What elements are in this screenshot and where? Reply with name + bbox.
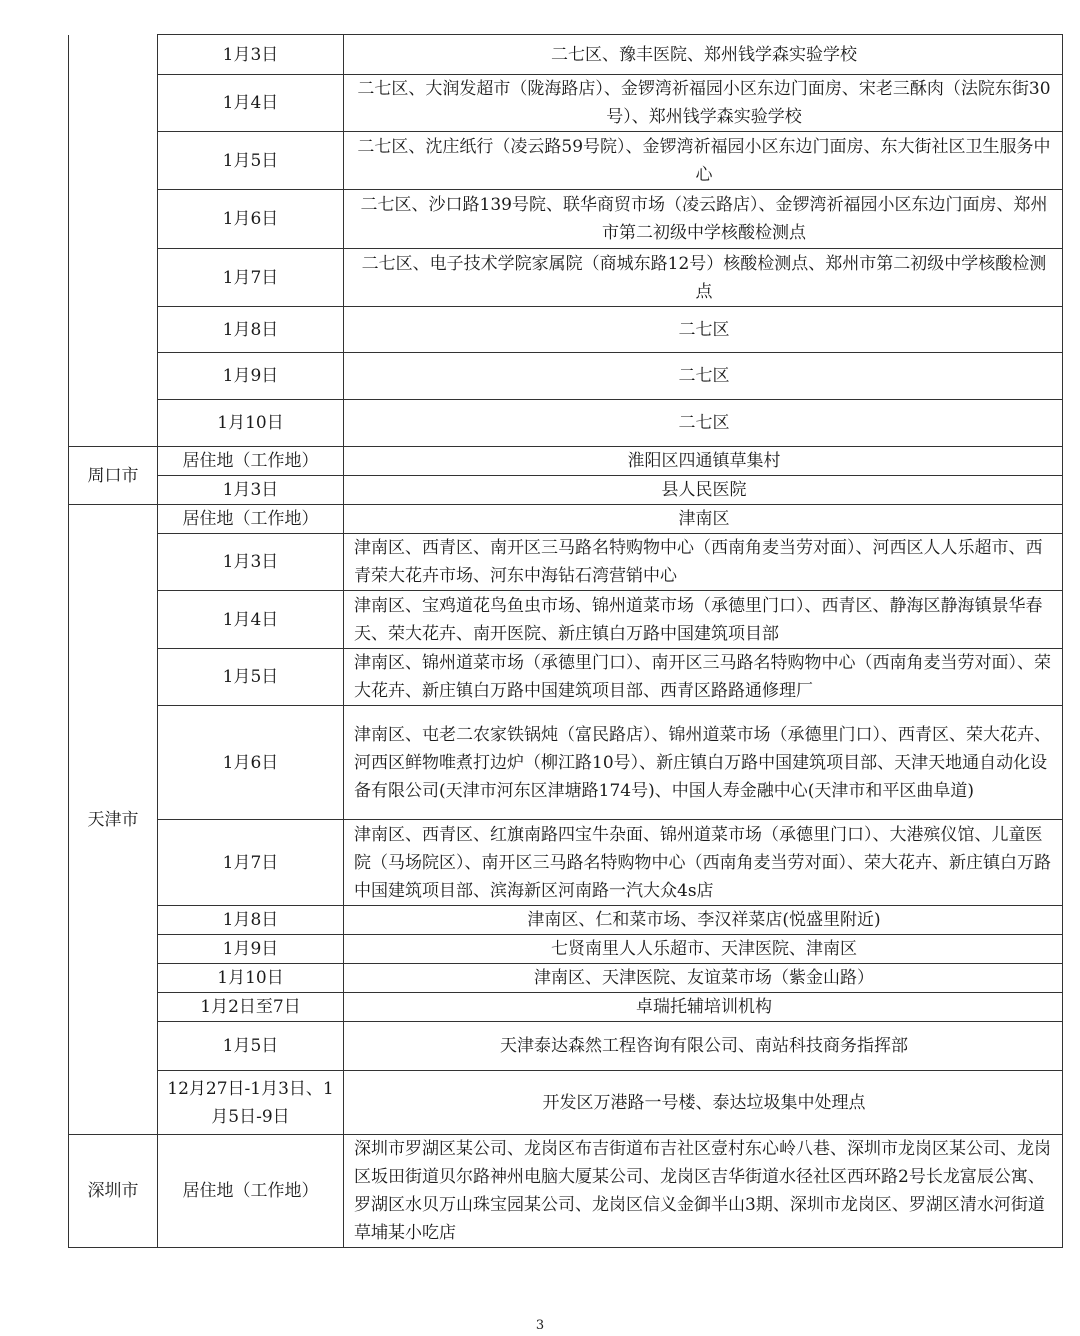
table-row: [69, 75, 1063, 132]
location-cell: 七贤南里人人乐超市、天津医院、津南区: [344, 935, 1063, 964]
table-row: [69, 505, 1063, 534]
table-row: [69, 649, 1063, 706]
date-cell: 1月4日: [158, 75, 344, 132]
table-row: [69, 353, 1063, 400]
date-cell: 1月5日: [158, 132, 344, 190]
date-cell: 1月6日: [158, 706, 344, 820]
date-cell: 1月5日: [158, 649, 344, 706]
city-cell: [69, 35, 158, 447]
location-cell: 二七区: [344, 400, 1063, 447]
location-cell: 二七区、豫丰医院、郑州钱学森实验学校: [344, 35, 1063, 75]
date-cell: 1月7日: [158, 820, 344, 906]
date-cell: 1月4日: [158, 591, 344, 649]
table-row: [69, 35, 1063, 75]
table-row: [69, 1022, 1063, 1071]
date-cell: 1月5日: [158, 1022, 344, 1071]
location-cell: 二七区: [344, 353, 1063, 400]
city-cell: 天津市: [69, 505, 158, 1135]
location-cell: 津南区、宝鸡道花鸟鱼虫市场、锦州道菜市场（承德里门口）、西青区、静海区静海镇景华春天、荣大花卉、南开医院、新庄镇白万路中国建筑项目部: [344, 591, 1063, 649]
location-cell: 津南区、西青区、红旗南路四宝牛杂面、锦州道菜市场（承德里门口）、大港殡仪馆、儿童医院（马场院区）、南开区三马路名特购物中心（西南角麦当劳对面）、荣大花卉、新庄镇白万路中国建筑项目部、滨海新区河南路一汽大众4s店: [344, 820, 1063, 906]
location-cell: 二七区、电子技术学院家属院（商城东路12号）核酸检测点、郑州市第二初级中学核酸检测点: [344, 249, 1063, 307]
date-cell: 1月8日: [158, 307, 344, 353]
city-cell: 周口市: [69, 447, 158, 505]
table-row: [69, 447, 1063, 476]
table-row: [69, 476, 1063, 505]
location-cell: 天津泰达森然工程咨询有限公司、南站科技商务指挥部: [344, 1022, 1063, 1071]
table-row: [69, 935, 1063, 964]
table-row: [69, 706, 1063, 820]
location-cell: 二七区、沈庄纸行（凌云路59号院）、金锣湾祈福园小区东边门面房、东大街社区卫生服务中心: [344, 132, 1063, 190]
table-row: [69, 307, 1063, 353]
date-cell: 1月9日: [158, 935, 344, 964]
location-cell: 卓瑞托辅培训机构: [344, 993, 1063, 1022]
location-cell: 二七区、大润发超市（陇海路店）、金锣湾祈福园小区东边门面房、宋老三酥肉（法院东街30号）、郑州钱学森实验学校: [344, 75, 1063, 132]
date-cell: 1月9日: [158, 353, 344, 400]
date-cell: 1月8日: [158, 906, 344, 935]
location-cell: 二七区、沙口路139号院、联华商贸市场（凌云路店）、金锣湾祈福园小区东边门面房、郑州市第二初级中学核酸检测点: [344, 190, 1063, 249]
date-cell: 1月3日: [158, 35, 344, 75]
table-row: [69, 1071, 1063, 1135]
date-cell: 居住地（工作地）: [158, 505, 344, 534]
date-cell: 1月10日: [158, 964, 344, 993]
page-number: 3: [535, 1318, 545, 1333]
location-cell: 津南区、西青区、南开区三马路名特购物中心（西南角麦当劳对面）、河西区人人乐超市、西青荣大花卉市场、河东中海钻石湾营销中心: [344, 534, 1063, 591]
location-cell: 津南区、屯老二农家铁锅炖（富民路店）、锦州道菜市场（承德里门口）、西青区、荣大花卉、河西区鲜物唯煮打边炉（柳江路10号）、新庄镇白万路中国建筑项目部、天津天地通自动化设备有限公司(天津市河东区津塘路174号)、中国人寿金融中心(天津市和平区曲阜道): [344, 706, 1063, 820]
date-cell: 居住地（工作地）: [158, 447, 344, 476]
table-row: [69, 190, 1063, 249]
date-cell: 1月3日: [158, 534, 344, 591]
table-row: [69, 1135, 1063, 1248]
table-row: [69, 591, 1063, 649]
location-cell: 津南区、仁和菜市场、李汉祥菜店(悦盛里附近): [344, 906, 1063, 935]
date-cell: 1月10日: [158, 400, 344, 447]
date-cell: 1月3日: [158, 476, 344, 505]
table-row: [69, 249, 1063, 307]
location-cell: 县人民医院: [344, 476, 1063, 505]
table-row: [69, 964, 1063, 993]
date-cell: 12月27日-1月3日、1月5日-9日: [158, 1071, 344, 1135]
location-cell: 二七区: [344, 307, 1063, 353]
table-row: [69, 820, 1063, 906]
table-row: [69, 400, 1063, 447]
location-cell: 津南区、锦州道菜市场（承德里门口）、南开区三马路名特购物中心（西南角麦当劳对面）、荣大花卉、新庄镇白万路中国建筑项目部、西青区路路通修理厂: [344, 649, 1063, 706]
table-row: [69, 534, 1063, 591]
table-row: [69, 132, 1063, 190]
case-location-table: [68, 34, 1063, 1248]
date-cell: 1月7日: [158, 249, 344, 307]
location-cell: 津南区、天津医院、友谊菜市场（紫金山路）: [344, 964, 1063, 993]
date-cell: 1月6日: [158, 190, 344, 249]
location-cell: 津南区: [344, 505, 1063, 534]
table-row: [69, 993, 1063, 1022]
date-cell: 1月2日至7日: [158, 993, 344, 1022]
location-cell: 开发区万港路一号楼、泰达垃圾集中处理点: [344, 1071, 1063, 1135]
city-cell: 深圳市: [69, 1135, 158, 1248]
date-cell: 居住地（工作地）: [158, 1135, 344, 1248]
location-cell: 深圳市罗湖区某公司、龙岗区布吉街道布吉社区壹村东心岭八巷、深圳市龙岗区某公司、龙岗区坂田街道贝尔路神州电脑大厦某公司、龙岗区吉华街道水径社区西环路2号长龙富辰公寓、罗湖区水贝万山珠宝园某公司、龙岗区信义金御半山3期、深圳市龙岗区、罗湖区清水河街道草埔某小吃店: [344, 1135, 1063, 1248]
location-cell: 淮阳区四通镇草集村: [344, 447, 1063, 476]
table-row: [69, 906, 1063, 935]
